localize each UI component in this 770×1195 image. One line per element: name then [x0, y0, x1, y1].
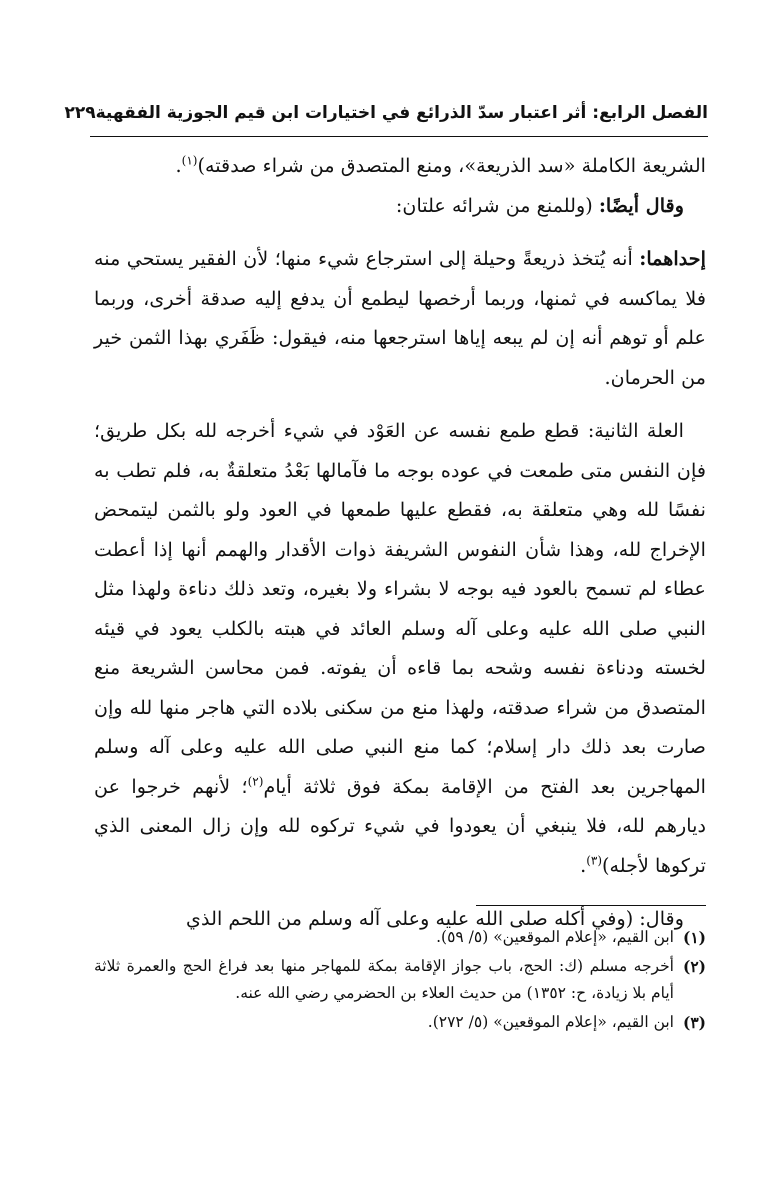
footnote-number: (١)	[682, 928, 706, 947]
paragraph-1	[94, 146, 706, 186]
paragraph-3-lead: إحداهما:	[639, 247, 706, 270]
footnote-text: ابن القيم، «إعلام الموقعين» (٥/ ٥٩).	[436, 928, 674, 946]
footnote-text: أخرجه مسلم (ك: الحج، باب جواز الإقامة بمكة للمهاجر منها بعد فراغ الحج والعمرة ثلاثة أيام بلا زيادة، ح: ١٣٥٢) من حديث العلاء بن الحضرمي رضي الله عنه.	[94, 957, 674, 1002]
footnote-ref-2: (٢)	[247, 774, 264, 789]
page-number: ٢٢٩	[64, 103, 96, 123]
chapter-title: الفصل الرابع: أثر اعتبار سدّ الذرائع في اختيارات ابن قيم الجوزية الفقهية	[95, 103, 708, 123]
paragraph-2	[94, 186, 706, 226]
footnote-number: (٣)	[682, 1013, 706, 1032]
footnote-text: ابن القيم، «إعلام الموقعين» (٥/ ٢٧٢).	[427, 1013, 674, 1031]
paragraph-4	[94, 411, 706, 885]
header-rule	[90, 136, 708, 137]
footnote-ref-1: (١)	[181, 153, 198, 168]
paragraph-4-text: العلة الثانية: قطع طمع نفسه عن العَوْد في شيء أخرجه لله بكل طريق؛ فإن النفس متى طمعت في عوده بوجه ما فآمالها بَعْدُ متعلقةٌ به، فلم تطب به نفسًا لله وهي متعلقة به، فقطع عليها طمعها في العود ولو بالثمن ليتمحض الإخراج لله، وهذا شأن النفوس الشريفة ذوات الأقدار والهمم أنها إذا أعطت عطاء لم تسمح بالعود فيه بوجه لا بشراء ولا بغيره، وتعد ذلك دناءة ولهذا مثل النبي صلى الله عليه وعلى آله وسلم العائد في هبته بالكلب يعود في قيئه لخسته ودناءة نفسه وشحه بما قاءه أن يفوته. فمن محاسن الشريعة منع المتصدق من شراء صدقته، ولهذا منع من سكنى بلاده التي هاجر منها لله وإن صارت بعد ذلك دار إسلام؛ كما منع النبي صلى الله عليه وعلى آله وسلم المهاجرين بعد الفتح من الإقامة بمكة فوق ثلاثة أيام	[94, 419, 707, 798]
footnote-ref-3: (٣)	[586, 853, 603, 868]
footnote-rule	[476, 905, 706, 906]
paragraph-4-end: .	[580, 853, 587, 877]
paragraph-3	[94, 239, 706, 397]
paragraph-1-text: الشريعة الكاملة «سد الذريعة»، ومنع المتصدق من شراء صدقته)	[197, 154, 706, 177]
main-text	[94, 146, 706, 939]
footnote-1	[94, 924, 706, 951]
paragraph-2-lead: وقال أيضًا:	[598, 193, 684, 217]
running-header	[64, 96, 708, 130]
paragraph-4-mid: ؛ لأنهم خرجوا عن ديارهم لله، فلا ينبغي أن يعودوا في شيء تركوه لله وإن زال المعنى الذي تركوها لأجله)	[94, 774, 706, 877]
footnote-number: (٢)	[682, 957, 706, 976]
footnote-2	[94, 953, 706, 1007]
paragraph-1-end: .	[175, 154, 182, 177]
paragraph-2-text: (وللمنع من شرائه علتان:	[395, 193, 599, 217]
paragraph-5-text: وقال: (وفي أكله صلى الله عليه وعلى آله وسلم من اللحم الذي	[186, 907, 684, 930]
footnote-3	[94, 1009, 706, 1036]
footnotes	[94, 924, 706, 1038]
paragraph-3-text: أنه يُتخذ ذريعةً وحيلة إلى استرجاع شيء منها؛ لأن الفقير يستحي منه فلا يماكسه في ثمنها، وربما أرخصها ليطمع أن يدفع إليه صدقة أخرى، وربما علم أو توهم أنه إن لم يبعه إياها استرجعها منه، فيقول: ظَفَري بهذا الثمن خير من الحرمان.	[94, 247, 706, 389]
